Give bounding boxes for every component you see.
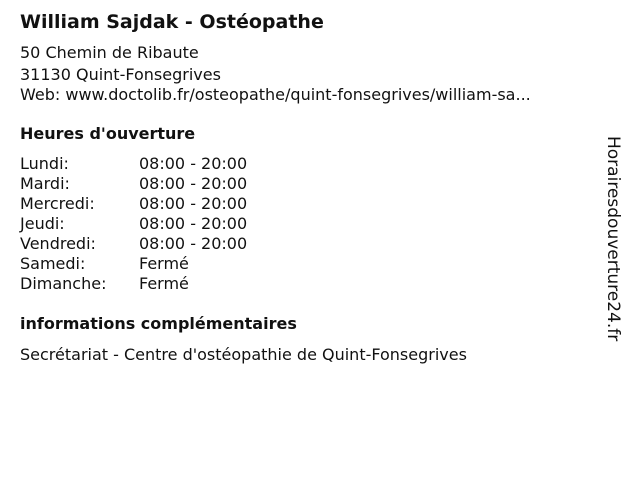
hours-time: 08:00 - 20:00	[139, 154, 248, 173]
hours-day: Jeudi:	[20, 214, 65, 233]
website-link[interactable]: Web: www.doctolib.fr/osteopathe/quint-fonsegrives/william-sa...	[20, 85, 531, 104]
hours-row	[20, 154, 340, 174]
hours-day: Dimanche:	[20, 274, 107, 293]
hours-time: 08:00 - 20:00	[139, 214, 248, 233]
hours-time: 08:00 - 20:00	[139, 234, 248, 253]
site-watermark: Horairesdouverture24.fr	[603, 136, 623, 342]
hours-row	[20, 194, 340, 214]
hours-time: 08:00 - 20:00	[139, 194, 248, 213]
hours-day: Vendredi:	[20, 234, 96, 253]
hours-row	[20, 234, 340, 254]
hours-time: Fermé	[139, 274, 189, 293]
hours-day: Mercredi:	[20, 194, 95, 213]
hours-day: Mardi:	[20, 174, 70, 193]
hours-time: Fermé	[139, 254, 189, 273]
additional-info-heading: informations complémentaires	[20, 314, 297, 333]
address-line-1: 50 Chemin de Ribaute	[20, 43, 199, 62]
address-line-2: 31130 Quint-Fonsegrives	[20, 65, 221, 84]
hours-day: Lundi:	[20, 154, 69, 173]
hours-row	[20, 254, 340, 274]
hours-time: 08:00 - 20:00	[139, 174, 248, 193]
opening-hours-heading: Heures d'ouverture	[20, 124, 196, 143]
additional-info-text: Secrétariat - Centre d'ostéopathie de Quint-Fonsegrives	[20, 345, 467, 364]
hours-row	[20, 214, 340, 234]
business-title: William Sajdak - Ostéopathe	[20, 11, 324, 33]
hours-row	[20, 274, 340, 294]
hours-day: Samedi:	[20, 254, 86, 273]
hours-row	[20, 174, 340, 194]
